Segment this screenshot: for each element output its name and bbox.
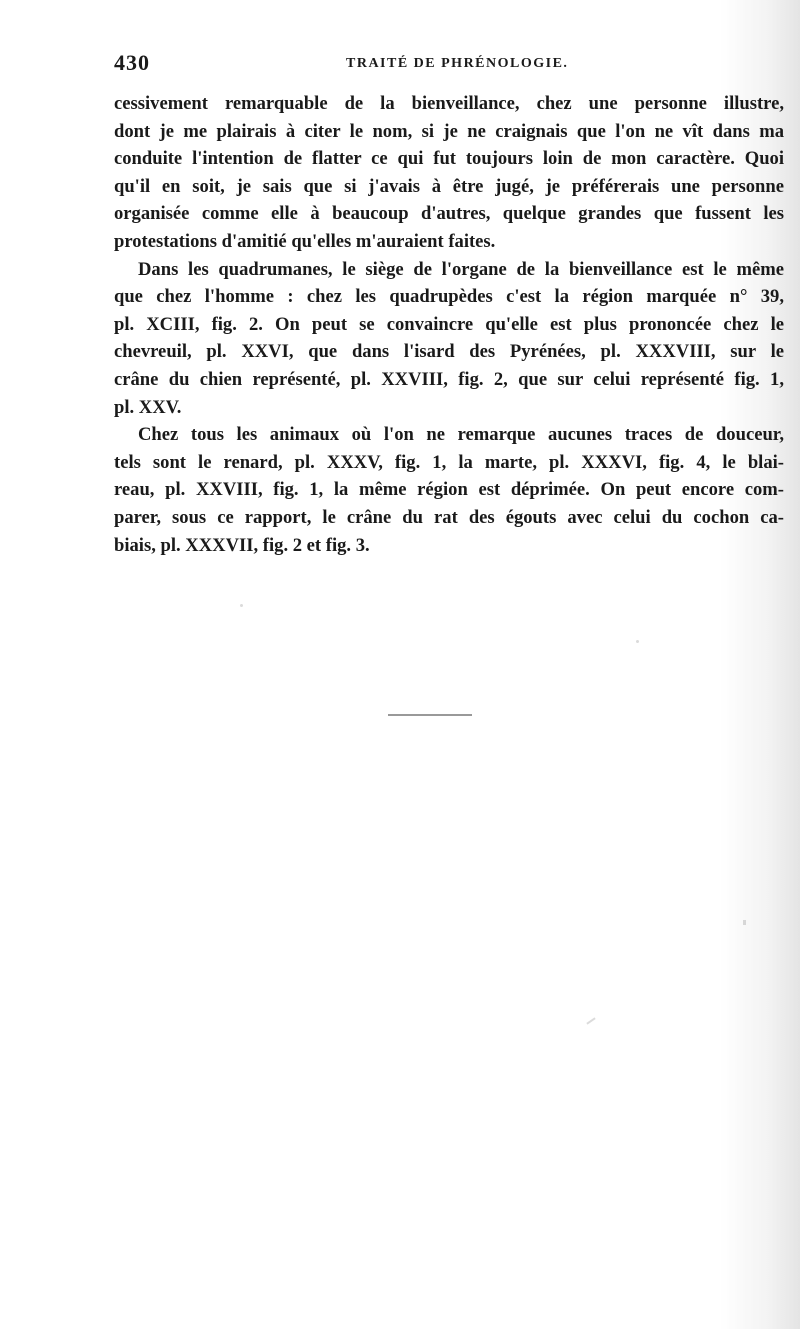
paper-speck [240,604,243,607]
text-line: dont je me plairais à citer le nom, si je ne craignais que l'on ne vît dans ma [114,120,784,142]
page-number: 430 [114,50,150,75]
page-header [114,50,764,80]
text-line: Chez tous les animaux où l'on ne remarque aucunes traces de douceur, [138,424,784,446]
paper-speck [636,640,639,643]
paper-speck [586,1017,595,1024]
text-line: conduite l'intention de flatter ce qui fut toujours loin de mon caractère. Quoi [114,148,784,170]
paper-speck [743,920,746,925]
text-line: pl. XCIII, fig. 2. On peut se convaincre qu'elle est plus prononcée chez le [114,313,784,335]
text-line: qu'il en soit, je sais que si j'avais à être jugé, je préférerais une personne [114,175,784,197]
paragraph-2 [114,256,784,422]
text-line: que chez l'homme : chez les quadrupèdes c'est la région marquée n° 39, [114,286,784,308]
paragraph-1 [114,90,784,256]
text-line: crâne du chien représenté, pl. XXVIII, fig. 2, que sur celui représenté fig. 1, [114,368,784,390]
text-line: cessivement remarquable de la bienveillance, chez une personne illustre, [114,93,784,114]
body-text [114,90,784,559]
text-line: protestations d'amitié qu'elles m'auraient faites. [114,230,496,252]
text-line: pl. XXV. [114,396,182,418]
running-title: TRAITÉ DE PHRÉNOLOGIE. [346,56,569,71]
text-line: organisée comme elle à beaucoup d'autres, quelque grandes que fussent les [114,203,784,225]
text-line: tels sont le renard, pl. XXXV, fig. 1, la marte, pl. XXXVI, fig. 4, le blai- [114,451,784,473]
text-line: reau, pl. XXVIII, fig. 1, la même région est déprimée. On peut encore com- [114,479,784,501]
paragraph-3 [114,421,784,559]
text-line: biais, pl. XXXVII, fig. 2 et fig. 3. [114,534,370,556]
text-line: chevreuil, pl. XXVI, que dans l'isard des Pyrénées, pl. XXXVIII, sur le [114,341,784,363]
text-line: Dans les quadrumanes, le siège de l'organe de la bienveillance est le même [138,258,784,280]
text-line: parer, sous ce rapport, le crâne du rat des égouts avec celui du cochon ca- [114,506,784,528]
section-rule [388,714,472,716]
